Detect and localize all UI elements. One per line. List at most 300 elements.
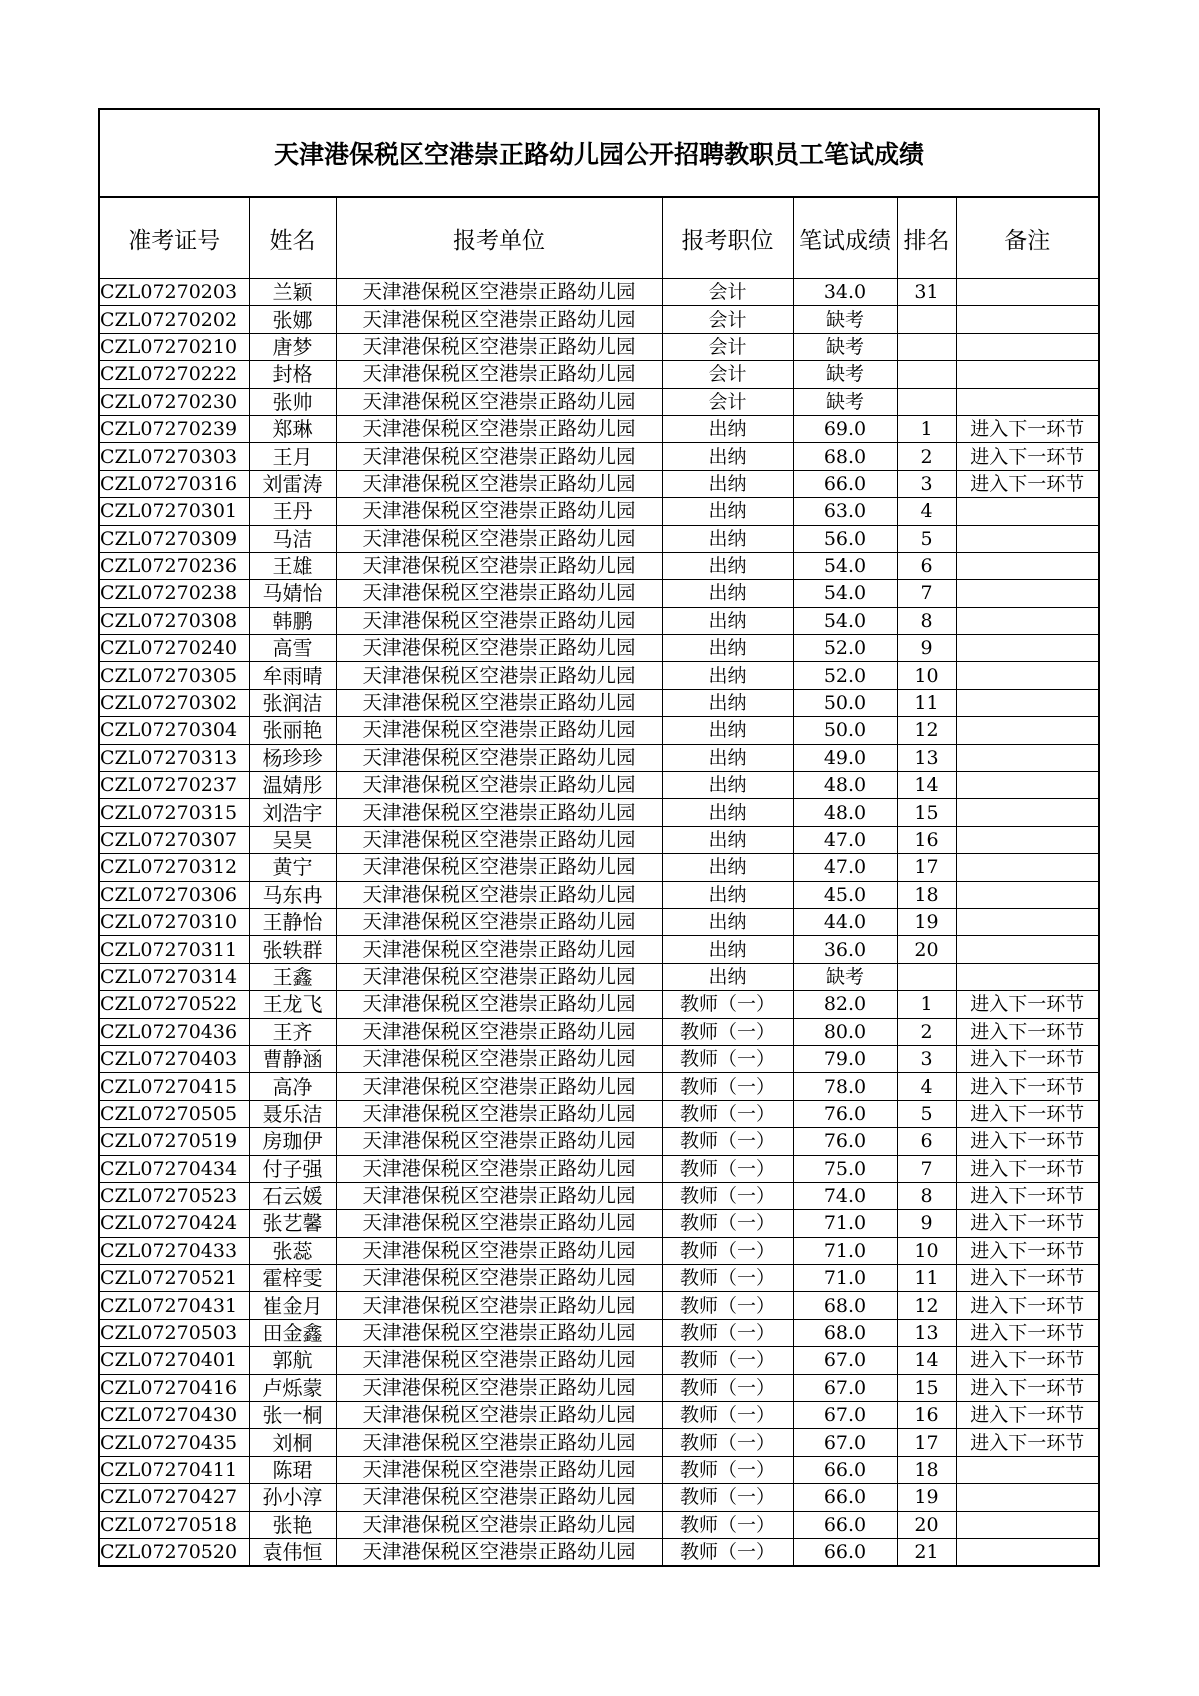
position-cell: 出纳 <box>662 881 793 908</box>
exam-id-cell: CZL07270519 <box>99 1128 249 1155</box>
note-cell <box>956 1484 1099 1511</box>
position-cell: 出纳 <box>662 607 793 634</box>
score-cell: 66.0 <box>793 1538 897 1566</box>
note-cell <box>956 772 1099 799</box>
score-cell: 47.0 <box>793 826 897 853</box>
unit-cell: 天津港保税区空港崇正路幼儿园 <box>336 662 662 689</box>
position-cell: 教师（一） <box>662 1374 793 1401</box>
position-cell: 教师（一） <box>662 1128 793 1155</box>
unit-cell: 天津港保税区空港崇正路幼儿园 <box>336 1402 662 1429</box>
rank-cell: 16 <box>897 1402 956 1429</box>
unit-cell: 天津港保税区空港崇正路幼儿园 <box>336 552 662 579</box>
exam-id-cell: CZL07270416 <box>99 1374 249 1401</box>
table-row <box>99 881 1099 908</box>
score-cell: 52.0 <box>793 635 897 662</box>
note-cell <box>956 744 1099 771</box>
unit-cell: 天津港保税区空港崇正路幼儿园 <box>336 1237 662 1264</box>
exam-id-cell: CZL07270522 <box>99 991 249 1018</box>
table-row <box>99 388 1099 415</box>
note-cell <box>956 717 1099 744</box>
position-cell: 教师（一） <box>662 1182 793 1209</box>
note-cell <box>956 689 1099 716</box>
position-cell: 教师（一） <box>662 1456 793 1483</box>
rank-cell: 6 <box>897 1128 956 1155</box>
name-cell: 王静怡 <box>249 908 336 935</box>
score-cell: 48.0 <box>793 772 897 799</box>
score-cell: 74.0 <box>793 1182 897 1209</box>
page-title: 天津港保税区空港崇正路幼儿园公开招聘教职员工笔试成绩 <box>99 109 1099 197</box>
table-row <box>99 1045 1099 1072</box>
name-cell: 卢烁蒙 <box>249 1374 336 1401</box>
name-cell: 霍梓雯 <box>249 1265 336 1292</box>
unit-cell: 天津港保税区空港崇正路幼儿园 <box>336 1484 662 1511</box>
note-cell: 进入下一环节 <box>956 991 1099 1018</box>
rank-cell: 13 <box>897 1319 956 1346</box>
exam-id-cell: CZL07270304 <box>99 717 249 744</box>
header-exam-id: 准考证号 <box>99 197 249 279</box>
position-cell: 会计 <box>662 279 793 306</box>
score-cell: 36.0 <box>793 936 897 963</box>
name-cell: 张蕊 <box>249 1237 336 1264</box>
unit-cell: 天津港保税区空港崇正路幼儿园 <box>336 1155 662 1182</box>
name-cell: 石云媛 <box>249 1182 336 1209</box>
position-cell: 教师（一） <box>662 1237 793 1264</box>
unit-cell: 天津港保税区空港崇正路幼儿园 <box>336 388 662 415</box>
table-row <box>99 1155 1099 1182</box>
note-cell <box>956 333 1099 360</box>
rank-cell: 16 <box>897 826 956 853</box>
table-row <box>99 1374 1099 1401</box>
note-cell: 进入下一环节 <box>956 1182 1099 1209</box>
note-cell <box>956 279 1099 306</box>
exam-id-cell: CZL07270430 <box>99 1402 249 1429</box>
score-cell: 50.0 <box>793 717 897 744</box>
rank-cell: 8 <box>897 1182 956 1209</box>
position-cell: 出纳 <box>662 799 793 826</box>
table-row <box>99 908 1099 935</box>
table-row <box>99 361 1099 388</box>
position-cell: 教师（一） <box>662 1265 793 1292</box>
name-cell: 刘浩宇 <box>249 799 336 826</box>
exam-id-cell: CZL07270521 <box>99 1265 249 1292</box>
rank-cell: 20 <box>897 1511 956 1538</box>
score-cell: 54.0 <box>793 552 897 579</box>
unit-cell: 天津港保税区空港崇正路幼儿园 <box>336 772 662 799</box>
note-cell: 进入下一环节 <box>956 1237 1099 1264</box>
table-row <box>99 470 1099 497</box>
name-cell: 崔金月 <box>249 1292 336 1319</box>
name-cell: 王丹 <box>249 498 336 525</box>
exam-id-cell: CZL07270240 <box>99 635 249 662</box>
table-row <box>99 1210 1099 1237</box>
name-cell: 封格 <box>249 361 336 388</box>
position-cell: 教师（一） <box>662 1292 793 1319</box>
note-cell <box>956 635 1099 662</box>
rank-cell: 1 <box>897 991 956 1018</box>
position-cell: 会计 <box>662 388 793 415</box>
unit-cell: 天津港保税区空港崇正路幼儿园 <box>336 498 662 525</box>
exam-id-cell: CZL07270411 <box>99 1456 249 1483</box>
name-cell: 牟雨晴 <box>249 662 336 689</box>
table-row <box>99 1265 1099 1292</box>
table-row <box>99 744 1099 771</box>
table-row <box>99 525 1099 552</box>
unit-cell: 天津港保税区空港崇正路幼儿园 <box>336 908 662 935</box>
exam-id-cell: CZL07270237 <box>99 772 249 799</box>
position-cell: 出纳 <box>662 580 793 607</box>
unit-cell: 天津港保税区空港崇正路幼儿园 <box>336 1018 662 1045</box>
name-cell: 张娜 <box>249 306 336 333</box>
name-cell: 张一桐 <box>249 1402 336 1429</box>
exam-id-cell: CZL07270312 <box>99 854 249 881</box>
rank-cell: 4 <box>897 1073 956 1100</box>
position-cell: 教师（一） <box>662 1045 793 1072</box>
table-row <box>99 415 1099 442</box>
name-cell: 王月 <box>249 443 336 470</box>
table-row <box>99 1292 1099 1319</box>
unit-cell: 天津港保税区空港崇正路幼儿园 <box>336 279 662 306</box>
name-cell: 温婧彤 <box>249 772 336 799</box>
score-cell: 54.0 <box>793 580 897 607</box>
rank-cell: 2 <box>897 1018 956 1045</box>
exam-id-cell: CZL07270401 <box>99 1347 249 1374</box>
score-cell: 71.0 <box>793 1210 897 1237</box>
table-row <box>99 689 1099 716</box>
position-cell: 出纳 <box>662 826 793 853</box>
header-name: 姓名 <box>249 197 336 279</box>
score-cell: 78.0 <box>793 1073 897 1100</box>
score-cell: 71.0 <box>793 1237 897 1264</box>
note-cell <box>956 580 1099 607</box>
score-cell: 缺考 <box>793 306 897 333</box>
position-cell: 教师（一） <box>662 1210 793 1237</box>
rank-cell <box>897 333 956 360</box>
position-cell: 出纳 <box>662 936 793 963</box>
name-cell: 聂乐洁 <box>249 1100 336 1127</box>
table-row <box>99 991 1099 1018</box>
header-rank: 排名 <box>897 197 956 279</box>
exam-id-cell: CZL07270311 <box>99 936 249 963</box>
position-cell: 出纳 <box>662 525 793 552</box>
rank-cell: 11 <box>897 689 956 716</box>
score-cell: 71.0 <box>793 1265 897 1292</box>
rank-cell: 4 <box>897 498 956 525</box>
note-cell <box>956 963 1099 990</box>
name-cell: 张轶群 <box>249 936 336 963</box>
unit-cell: 天津港保税区空港崇正路幼儿园 <box>336 470 662 497</box>
exam-id-cell: CZL07270431 <box>99 1292 249 1319</box>
rank-cell: 14 <box>897 772 956 799</box>
note-cell: 进入下一环节 <box>956 415 1099 442</box>
name-cell: 兰颖 <box>249 279 336 306</box>
position-cell: 教师（一） <box>662 1155 793 1182</box>
position-cell: 出纳 <box>662 689 793 716</box>
table-row <box>99 498 1099 525</box>
note-cell <box>956 498 1099 525</box>
position-cell: 出纳 <box>662 662 793 689</box>
note-cell: 进入下一环节 <box>956 1292 1099 1319</box>
rank-cell: 18 <box>897 881 956 908</box>
position-cell: 教师（一） <box>662 991 793 1018</box>
table-row <box>99 799 1099 826</box>
rank-cell: 20 <box>897 936 956 963</box>
table-row <box>99 1100 1099 1127</box>
note-cell <box>956 854 1099 881</box>
exam-id-cell: CZL07270202 <box>99 306 249 333</box>
unit-cell: 天津港保税区空港崇正路幼儿园 <box>336 1265 662 1292</box>
exam-id-cell: CZL07270316 <box>99 470 249 497</box>
exam-id-cell: CZL07270203 <box>99 279 249 306</box>
position-cell: 出纳 <box>662 415 793 442</box>
score-cell: 67.0 <box>793 1347 897 1374</box>
name-cell: 吴昊 <box>249 826 336 853</box>
rank-cell <box>897 361 956 388</box>
note-cell <box>956 361 1099 388</box>
note-cell: 进入下一环节 <box>956 1100 1099 1127</box>
name-cell: 张润洁 <box>249 689 336 716</box>
rank-cell: 6 <box>897 552 956 579</box>
exam-id-cell: CZL07270236 <box>99 552 249 579</box>
exam-id-cell: CZL07270434 <box>99 1155 249 1182</box>
position-cell: 出纳 <box>662 854 793 881</box>
rank-cell: 12 <box>897 1292 956 1319</box>
unit-cell: 天津港保税区空港崇正路幼儿园 <box>336 991 662 1018</box>
table-row <box>99 1484 1099 1511</box>
exam-id-cell: CZL07270305 <box>99 662 249 689</box>
exam-id-cell: CZL07270306 <box>99 881 249 908</box>
rank-cell <box>897 306 956 333</box>
table-row <box>99 662 1099 689</box>
name-cell: 高雪 <box>249 635 336 662</box>
rank-cell: 11 <box>897 1265 956 1292</box>
score-cell: 47.0 <box>793 854 897 881</box>
name-cell: 张帅 <box>249 388 336 415</box>
exam-id-cell: CZL07270239 <box>99 415 249 442</box>
note-cell: 进入下一环节 <box>956 1210 1099 1237</box>
header-position: 报考职位 <box>662 197 793 279</box>
name-cell: 房珈伊 <box>249 1128 336 1155</box>
unit-cell: 天津港保税区空港崇正路幼儿园 <box>336 826 662 853</box>
name-cell: 郭航 <box>249 1347 336 1374</box>
position-cell: 教师（一） <box>662 1018 793 1045</box>
exam-id-cell: CZL07270503 <box>99 1319 249 1346</box>
score-cell: 68.0 <box>793 443 897 470</box>
exam-id-cell: CZL07270436 <box>99 1018 249 1045</box>
score-cell: 67.0 <box>793 1429 897 1456</box>
score-cell: 缺考 <box>793 963 897 990</box>
unit-cell: 天津港保税区空港崇正路幼儿园 <box>336 1319 662 1346</box>
header-row <box>99 197 1099 279</box>
score-cell: 66.0 <box>793 1484 897 1511</box>
position-cell: 教师（一） <box>662 1429 793 1456</box>
exam-id-cell: CZL07270230 <box>99 388 249 415</box>
position-cell: 教师（一） <box>662 1319 793 1346</box>
score-cell: 缺考 <box>793 388 897 415</box>
position-cell: 出纳 <box>662 744 793 771</box>
header-unit: 报考单位 <box>336 197 662 279</box>
score-cell: 缺考 <box>793 361 897 388</box>
name-cell: 马洁 <box>249 525 336 552</box>
unit-cell: 天津港保税区空港崇正路幼儿园 <box>336 1045 662 1072</box>
score-cell: 缺考 <box>793 333 897 360</box>
table-row <box>99 279 1099 306</box>
rank-cell: 2 <box>897 443 956 470</box>
table-row <box>99 1237 1099 1264</box>
score-cell: 76.0 <box>793 1128 897 1155</box>
name-cell: 郑琳 <box>249 415 336 442</box>
rank-cell: 5 <box>897 1100 956 1127</box>
table-row <box>99 854 1099 881</box>
unit-cell: 天津港保税区空港崇正路幼儿园 <box>336 1538 662 1566</box>
unit-cell: 天津港保税区空港崇正路幼儿园 <box>336 635 662 662</box>
unit-cell: 天津港保税区空港崇正路幼儿园 <box>336 1292 662 1319</box>
table-row <box>99 717 1099 744</box>
exam-id-cell: CZL07270303 <box>99 443 249 470</box>
position-cell: 出纳 <box>662 908 793 935</box>
position-cell: 会计 <box>662 333 793 360</box>
rank-cell: 10 <box>897 1237 956 1264</box>
note-cell: 进入下一环节 <box>956 1429 1099 1456</box>
table-row <box>99 1511 1099 1538</box>
note-cell: 进入下一环节 <box>956 470 1099 497</box>
note-cell: 进入下一环节 <box>956 1347 1099 1374</box>
note-cell <box>956 799 1099 826</box>
note-cell: 进入下一环节 <box>956 1018 1099 1045</box>
exam-id-cell: CZL07270435 <box>99 1429 249 1456</box>
table-row <box>99 552 1099 579</box>
score-cell: 49.0 <box>793 744 897 771</box>
table-row <box>99 333 1099 360</box>
score-cell: 68.0 <box>793 1319 897 1346</box>
exam-id-cell: CZL07270308 <box>99 607 249 634</box>
position-cell: 教师（一） <box>662 1484 793 1511</box>
unit-cell: 天津港保税区空港崇正路幼儿园 <box>336 717 662 744</box>
name-cell: 韩鹏 <box>249 607 336 634</box>
unit-cell: 天津港保税区空港崇正路幼儿园 <box>336 1210 662 1237</box>
exam-id-cell: CZL07270210 <box>99 333 249 360</box>
exam-id-cell: CZL07270523 <box>99 1182 249 1209</box>
rank-cell: 19 <box>897 1484 956 1511</box>
unit-cell: 天津港保税区空港崇正路幼儿园 <box>336 607 662 634</box>
exam-id-cell: CZL07270433 <box>99 1237 249 1264</box>
rank-cell <box>897 963 956 990</box>
table-row <box>99 963 1099 990</box>
table-row <box>99 1538 1099 1566</box>
unit-cell: 天津港保税区空港崇正路幼儿园 <box>336 854 662 881</box>
position-cell: 教师（一） <box>662 1073 793 1100</box>
exam-id-cell: CZL07270403 <box>99 1045 249 1072</box>
name-cell: 刘桐 <box>249 1429 336 1456</box>
note-cell <box>956 936 1099 963</box>
unit-cell: 天津港保税区空港崇正路幼儿园 <box>336 881 662 908</box>
name-cell: 张艺馨 <box>249 1210 336 1237</box>
table-row <box>99 1456 1099 1483</box>
rank-cell <box>897 388 956 415</box>
rank-cell: 13 <box>897 744 956 771</box>
unit-cell: 天津港保税区空港崇正路幼儿园 <box>336 443 662 470</box>
score-cell: 44.0 <box>793 908 897 935</box>
exam-id-cell: CZL07270520 <box>99 1538 249 1566</box>
score-cell: 54.0 <box>793 607 897 634</box>
rank-cell: 7 <box>897 580 956 607</box>
note-cell: 进入下一环节 <box>956 1402 1099 1429</box>
score-cell: 82.0 <box>793 991 897 1018</box>
name-cell: 黄宁 <box>249 854 336 881</box>
score-cell: 68.0 <box>793 1292 897 1319</box>
unit-cell: 天津港保税区空港崇正路幼儿园 <box>336 1429 662 1456</box>
table-row <box>99 826 1099 853</box>
score-cell: 66.0 <box>793 1456 897 1483</box>
score-cell: 66.0 <box>793 470 897 497</box>
name-cell: 马东冉 <box>249 881 336 908</box>
header-note: 备注 <box>956 197 1099 279</box>
score-cell: 80.0 <box>793 1018 897 1045</box>
score-cell: 45.0 <box>793 881 897 908</box>
unit-cell: 天津港保税区空港崇正路幼儿园 <box>336 799 662 826</box>
note-cell: 进入下一环节 <box>956 1155 1099 1182</box>
rank-cell: 1 <box>897 415 956 442</box>
position-cell: 教师（一） <box>662 1538 793 1566</box>
position-cell: 出纳 <box>662 498 793 525</box>
score-cell: 48.0 <box>793 799 897 826</box>
position-cell: 出纳 <box>662 635 793 662</box>
exam-id-cell: CZL07270314 <box>99 963 249 990</box>
unit-cell: 天津港保税区空港崇正路幼儿园 <box>336 936 662 963</box>
rank-cell: 17 <box>897 854 956 881</box>
score-cell: 34.0 <box>793 279 897 306</box>
table-row <box>99 1429 1099 1456</box>
score-cell: 66.0 <box>793 1511 897 1538</box>
exam-id-cell: CZL07270315 <box>99 799 249 826</box>
position-cell: 教师（一） <box>662 1347 793 1374</box>
name-cell: 袁伟恒 <box>249 1538 336 1566</box>
position-cell: 出纳 <box>662 552 793 579</box>
rank-cell: 8 <box>897 607 956 634</box>
unit-cell: 天津港保税区空港崇正路幼儿园 <box>336 1456 662 1483</box>
note-cell: 进入下一环节 <box>956 1265 1099 1292</box>
table-row <box>99 1018 1099 1045</box>
rank-cell: 17 <box>897 1429 956 1456</box>
note-cell <box>956 607 1099 634</box>
name-cell: 马婧怡 <box>249 580 336 607</box>
name-cell: 高净 <box>249 1073 336 1100</box>
position-cell: 出纳 <box>662 443 793 470</box>
unit-cell: 天津港保税区空港崇正路幼儿园 <box>336 361 662 388</box>
rank-cell: 3 <box>897 1045 956 1072</box>
note-cell <box>956 525 1099 552</box>
unit-cell: 天津港保税区空港崇正路幼儿园 <box>336 689 662 716</box>
table-row <box>99 936 1099 963</box>
table-row <box>99 1128 1099 1155</box>
note-cell: 进入下一环节 <box>956 443 1099 470</box>
note-cell <box>956 908 1099 935</box>
exam-id-cell: CZL07270302 <box>99 689 249 716</box>
unit-cell: 天津港保税区空港崇正路幼儿园 <box>336 744 662 771</box>
exam-id-cell: CZL07270301 <box>99 498 249 525</box>
name-cell: 王齐 <box>249 1018 336 1045</box>
note-cell <box>956 1511 1099 1538</box>
rank-cell: 19 <box>897 908 956 935</box>
rank-cell: 3 <box>897 470 956 497</box>
exam-id-cell: CZL07270427 <box>99 1484 249 1511</box>
note-cell: 进入下一环节 <box>956 1128 1099 1155</box>
table-row <box>99 635 1099 662</box>
name-cell: 曹静涵 <box>249 1045 336 1072</box>
exam-id-cell: CZL07270307 <box>99 826 249 853</box>
exam-id-cell: CZL07270505 <box>99 1100 249 1127</box>
table-row <box>99 1319 1099 1346</box>
exam-id-cell: CZL07270310 <box>99 908 249 935</box>
